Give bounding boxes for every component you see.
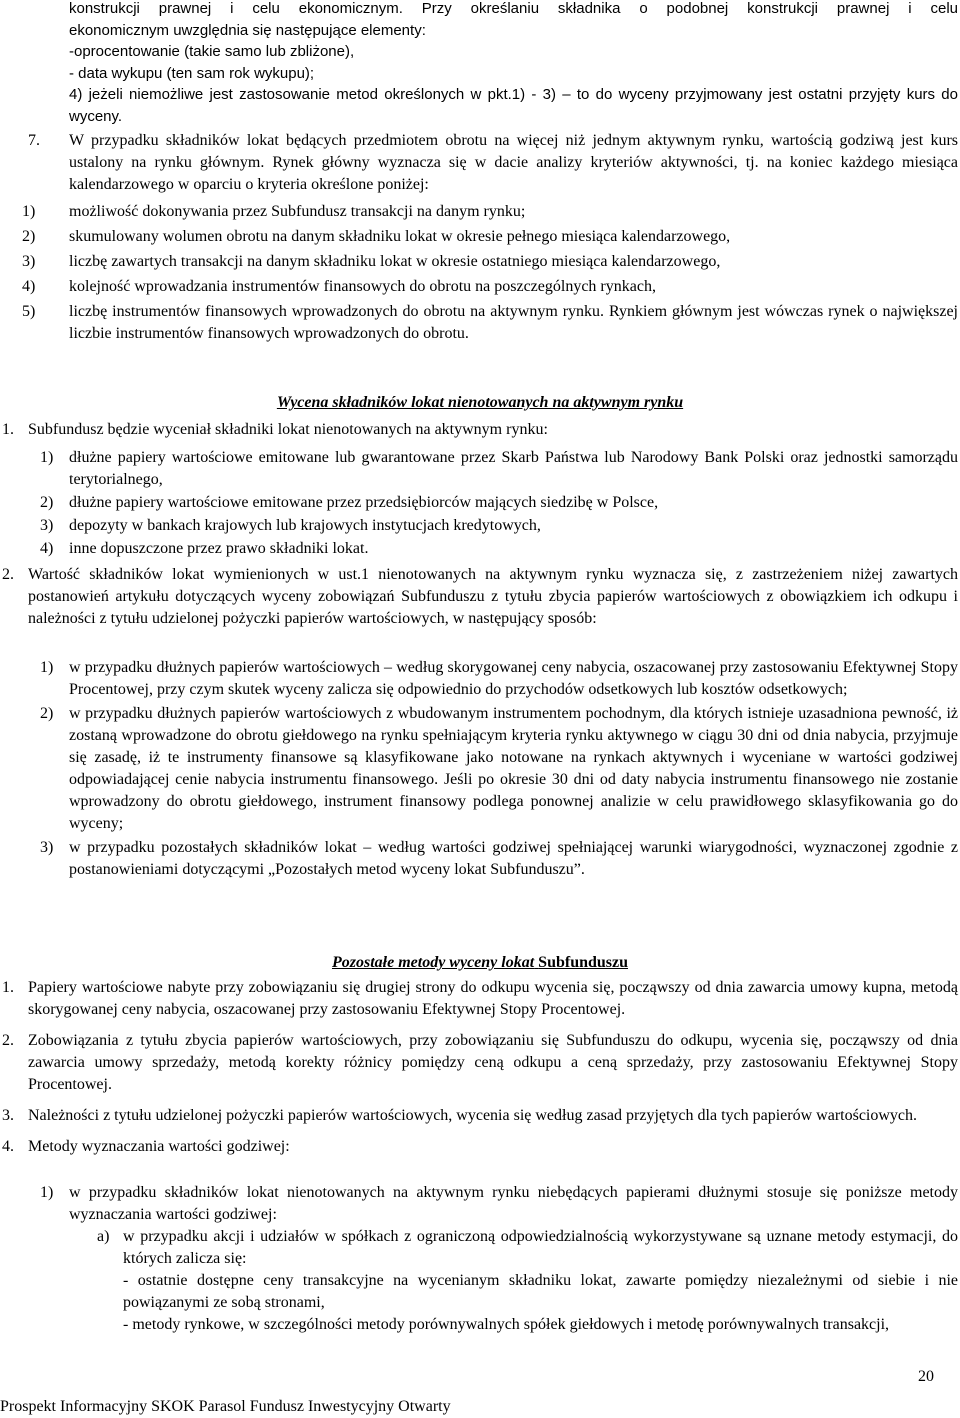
pozostale-list [2, 977, 958, 1158]
heading-wycena-nienotowanych [0, 392, 960, 414]
nienotowane-p2-list [40, 657, 958, 881]
paragraph-text: Subfundusz będzie wyceniał składniki lokat nienotowanych na aktywnym rynku: [28, 421, 548, 438]
list-item-text: Należności z tytułu udzielonej pożyczki papierów wartościowych, wycenia się według zasad przyjętych dla tych papierów wartościowych. [28, 1107, 918, 1124]
list-item-text: w przypadku akcji i udziałów w spółkach z ograniczoną odpowiedzialnością wykorzystywane są uznane metody estymacji, do których zalicza się: [123, 1228, 958, 1267]
list-item-number: 1. [2, 979, 14, 996]
element-oprocentowanie: -oprocentowanie (takie samo lub zbliżone), [69, 43, 355, 60]
list-item [40, 447, 958, 491]
list-item [2, 977, 958, 1021]
nienotowane-p1 [2, 419, 958, 441]
pozostale-p4-a-dashes [123, 1270, 958, 1336]
list-item-number: 2) [22, 228, 36, 245]
list-item-text: depozyty w bankach krajowych lub krajowych instytucjach kredytowych, [69, 517, 541, 534]
heading-pozostale-metody [0, 952, 960, 974]
intro-block [69, 0, 958, 127]
item-4-ostatni-kurs: 4) jeżeli niemożliwe jest zastosowanie metod określonych w pkt.1) - 3) – to do wyceny przyjmowany jest ostatni przyjęty kurs do wyceny. [69, 86, 958, 125]
list-item [40, 837, 958, 881]
list-item-number: 1) [40, 1184, 54, 1201]
list-item-number: 1) [40, 659, 54, 676]
page-number: 20 [918, 1368, 934, 1385]
list-item-text: dłużne papiery wartościowe emitowane lub gwarantowane przez Skarb Państwa lub Narodowy Bank Polski oraz jednostki samorządu terytorialnego, [69, 449, 958, 488]
list-item-number: 3. [2, 1107, 14, 1124]
list-item-text: skumulowany wolumen obrotu na danym składniku lokat w okresie pełnego miesiąca kalendarzowego, [69, 228, 731, 245]
list-item [2, 1136, 958, 1158]
section-7 [28, 130, 958, 196]
paragraph-text: Wartość składników lokat wymienionych w ust.1 nienotowanych na aktywnym rynku wyznacza się, z zastrzeżeniem niżej zawartych postanowień artykułu dotyczących wyceny zobowiązań Subfunduszu z tytułu zbycia papierów wartościowych z obowiązkiem ich odkupu i należności z tytułu udzielonej pożyczki papierów wartościowych, w następujący sposób: [28, 566, 958, 627]
list-item-text: Papiery wartościowe nabyte przy zobowiązaniu się drugiej strony do odkupu wycenia się, począwszy od dnia zawarcia umowy kupna, metodą skorygowanej ceny nabycia, oszacowanej przy zastosowaniu Efektywnej Stopy Procentowej. [28, 979, 958, 1018]
list-item-text: możliwość dokonywania przez Subfundusz transakcji na danym rynku; [69, 203, 526, 220]
list-item [2, 1030, 958, 1096]
list-item [40, 538, 958, 560]
list-item-number: 1) [40, 449, 54, 466]
list-item-number: 2. [2, 1032, 14, 1049]
intro-line-1: konstrukcji prawnej i celu ekonomicznym. Przy określaniu składnika o podobnej konstrukcji prawnej i celu [69, 0, 958, 17]
paragraph-number: 1. [2, 421, 14, 438]
pozostale-p4-item1 [40, 1182, 958, 1226]
list-item-number: 4) [40, 540, 54, 557]
nienotowane-p2 [2, 564, 958, 630]
heading-italic-part: Pozostałe metody wyceny lokat [331, 954, 535, 971]
list-item [40, 515, 958, 537]
list-item-number: a) [97, 1228, 110, 1245]
list-item-number: 4) [22, 278, 36, 295]
list-item [22, 226, 958, 248]
section-7-list [22, 201, 958, 345]
list-item-text: w przypadku dłużnych papierów wartościowych – według skorygowanej ceny nabycia, oszacowanej przy zastosowaniu Efektywnej Stopy Procentowej, przy czym skutek wyceny zalicza się odpowiednio do przychodów odsetkowych lub kosztów odsetkowych; [69, 659, 958, 698]
intro-line-2: ekonomicznym uwzględnia się następujące elementy: [69, 21, 426, 39]
list-item-text: liczbę instrumentów finansowych wprowadzonych do obrotu na aktywnym rynku. Rynkiem głównym jest wówczas rynek o największej liczbie instrumentów finansowych wprowadzonych do obrotu. [69, 303, 958, 342]
footer-text: Prospekt Informacyjny SKOK Parasol Fundusz Inwestycyjny Otwarty [0, 1398, 451, 1415]
list-item [2, 1105, 958, 1127]
list-item-number: 3) [40, 839, 54, 856]
list-item-text: w przypadku składników lokat nienotowanych na aktywnym rynku niebędących papierami dłużnymi stosuje się poniższe metody wyznaczania wartości godziwej: [69, 1184, 958, 1223]
list-item-number: 3) [40, 517, 54, 534]
list-item-text: liczbę zawartych transakcji na danym składniku lokat w okresie ostatniego miesiąca kalendarzowego, [69, 253, 721, 270]
heading-text: Wycena składników lokat nienotowanych na aktywnym rynku [276, 394, 684, 411]
list-item [22, 201, 958, 223]
list-item-text: Metody wyznaczania wartości godziwej: [28, 1138, 290, 1155]
nienotowane-p1-list [40, 447, 958, 560]
section-7-number: 7. [28, 132, 40, 149]
list-item-text: dłużne papiery wartościowe emitowane przez przedsiębiorców mających siedzibę w Polsce, [69, 494, 659, 511]
list-item-text: w przypadku dłużnych papierów wartościowych z wbudowanym instrumentem pochodnym, dla których istnieje uzasadniona pewność, iż zostaną wprowadzone do obrotu giełdowego na rynku spełniającym kryteria rynku aktywnego w ciągu 30 dni od dnia nabycia, przyjmuje się zasadę, iż te instrumenty finansowe są klasyfikowane jako notowane na rynkach aktywnych i wyceniane w wartości godziwej odpowiadającej cenie nabycia instrumentu finansowego. Jeśli po okresie 30 dni od daty nabycia instrumentu finansowego nie zostanie wprowadzony do obrotu giełdowego, instrument finansowy podlega ponownej analizie w celu prawidłowego sklasyfikowania go do wyceny; [69, 705, 958, 832]
element-data-wykupu: - data wykupu (ten sam rok wykupu); [69, 64, 315, 82]
dash-item: - ostatnie dostępne ceny transakcyjne na wycenianym składniku lokat, zawarte pomiędzy niezależnymi od siebie i nie powiązanymi ze sobą stronami, [123, 1272, 958, 1311]
list-item [22, 251, 958, 273]
list-item-text: inne dopuszczone przez prawo składniki lokat. [69, 540, 369, 557]
list-item-text: kolejność wprowadzania instrumentów finansowych do obrotu na poszczególnych rynkach, [69, 278, 656, 295]
list-item [40, 657, 958, 701]
list-item-text: Zobowiązania z tytułu zbycia papierów wartościowych, przy zobowiązaniu się Subfunduszu do odkupu, wycenia się, począwszy od dnia zawarcia umowy sprzedaży, metodą korekty różnicy pomiędzy ceną odkupu a ceną sprzedaży, przy zastosowaniu Efektywnej Stopy Procentowej. [28, 1032, 958, 1093]
list-item-text: w przypadku pozostałych składników lokat – według wartości godziwej spełniającej warunki wiarygodności, wyznaczonej zgodnie z postanowieniami dotyczącymi „Pozostałych metod wyceny lokat Subfunduszu”. [69, 839, 958, 878]
list-item-number: 2) [40, 494, 54, 511]
list-item [40, 492, 958, 514]
pozostale-p4-a [97, 1226, 958, 1270]
list-item-number: 1) [22, 203, 36, 220]
list-item-number: 4. [2, 1138, 14, 1155]
heading-plain-part: Subfunduszu [538, 954, 629, 971]
paragraph-number: 2. [2, 566, 14, 583]
section-7-text: W przypadku składników lokat będących przedmiotem obrotu na więcej niż jednym aktywnym rynku, wartością godziwą jest kurs ustalony na rynku głównym. Rynek główny wyznacza się w dacie analizy kryteriów aktywności, tj. na koniec każdego miesiąca kalendarzowego w oparciu o kryteria określone poniżej: [69, 132, 958, 193]
list-item-number: 2) [40, 705, 54, 722]
list-item [22, 301, 958, 345]
list-item-number: 3) [22, 253, 36, 270]
list-item [40, 703, 958, 835]
list-item-number: 5) [22, 303, 36, 320]
dash-item: - metody rynkowe, w szczególności metody porównywalnych spółek giełdowych i metodę porównywalnych transakcji, [123, 1316, 890, 1333]
list-item [22, 276, 958, 298]
